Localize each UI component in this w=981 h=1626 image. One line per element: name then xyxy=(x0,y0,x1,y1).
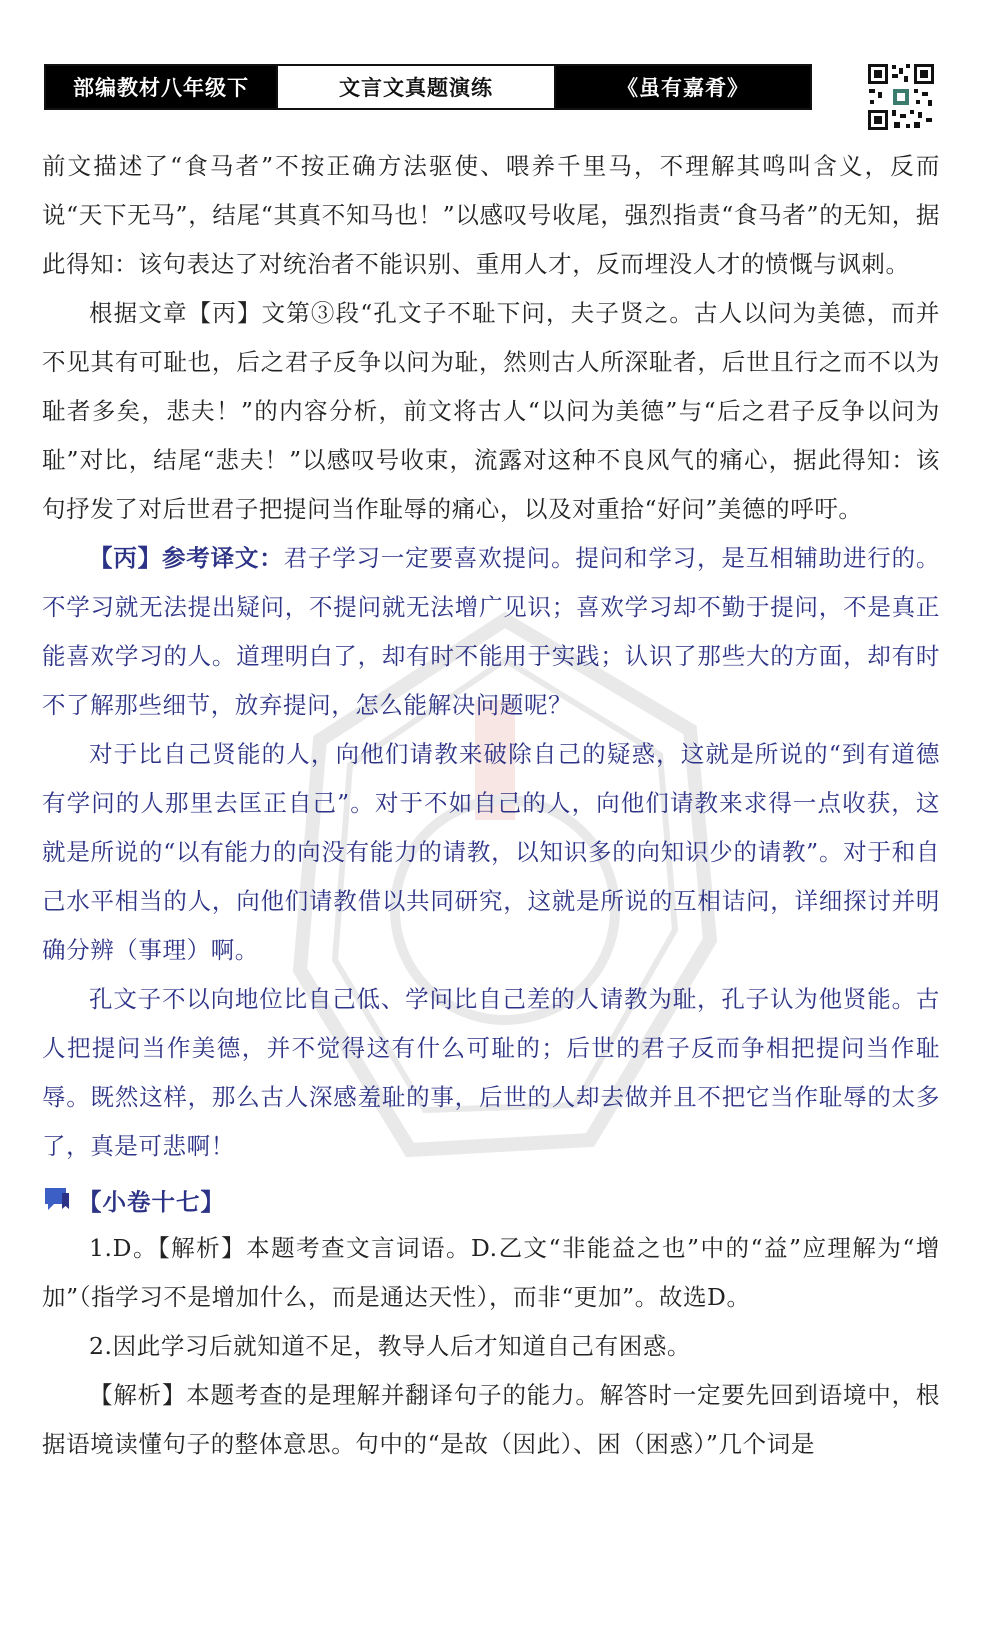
answer-2: 2.因此学习后就知道不足，教导人后才知道自己有困惑。 xyxy=(89,1332,692,1360)
section-heading xyxy=(42,1175,940,1224)
header-lesson: 《虽有嘉肴》 xyxy=(556,66,810,108)
translation-paragraph-2: 对于比自己贤能的人，向他们请教来破除自己的疑惑，这就是所说的“到有道德有学问的人那里去匡正自己”。对于不如自己的人，向他们请教来求得一点收获，这就是所说的“以有能力的向没有能力的请教，以知识多的向知识少的请教”。对于和自己水平相当的人，向他们请教借以共同研究，这就是所说的互相诘问，详细探讨并明确分辨（事理）啊。 xyxy=(42,740,940,964)
header-bar xyxy=(44,64,812,110)
answer-1: 1.D。【解析】本题考查文言词语。D.乙文“非能益之也”中的“益”应理解为“增加”（指学习不是增加什么，而是通达天性），而非“更加”。故选D。 xyxy=(42,1234,940,1311)
translation-text-1: 君子学习一定要喜欢提问。提问和学习，是互相辅助进行的。不学习就无法提出疑问，不提问就无法增广见识；喜欢学习却不勤于提问，不是真正能喜欢学习的人。道理明白了，却有时不能用于实践；认识了那些大的方面，却有时不了解那些细节，放弃提问，怎么能解决问题呢？ xyxy=(42,544,940,719)
translation-heading: 【丙】参考译文： xyxy=(89,544,284,572)
analysis-paragraph-1: 前文描述了“食马者”不按正确方法驱使、喂养千里马，不理解其鸣叫含义，反而说“天下无马”，结尾“其真不知马也！”以感叹号收尾，强烈指责“食马者”的无知，据此得知：该句表达了对统治者不能识别、重用人才，反而埋没人才的愤慨与讽刺。 xyxy=(42,152,940,278)
page-content xyxy=(42,142,940,1469)
translation-paragraph-3: 孔文子不以向地位比自己低、学问比自己差的人请教为耻，孔子认为他贤能。古人把提问当作美德，并不觉得这有什么可耻的；后世的君子反而争相把提问当作耻辱。既然这样，那么古人深感羞耻的事，后世的人却去做并且不把它当作耻辱的太多了，真是可悲啊！ xyxy=(42,985,940,1160)
section-title: 【小卷十七】 xyxy=(78,1187,225,1216)
answer-3: 【解析】本题考查的是理解并翻译句子的能力。解答时一定要先回到语境中，根据语境读懂句子的整体意思。句中的“是故（因此）、困（困惑）”几个词是 xyxy=(42,1381,940,1458)
header-title: 文言文真题演练 xyxy=(276,66,556,108)
qr-code-icon[interactable] xyxy=(866,62,936,132)
header-grade: 部编教材八年级下 xyxy=(46,66,276,108)
analysis-paragraph-2: 根据文章【丙】文第③段“孔文子不耻下问，夫子贤之。古人以问为美德，而并不见其有可耻也，后之君子反争以问为耻，然则古人所深耻者，后世且行之而不以为耻者多矣，悲夫！”的内容分析，前文将古人“以问为美德”与“后之君子反争以问为耻”对比，结尾“悲夫！”以感叹号收束，流露对这种不良风气的痛心，据此得知：该句抒发了对后世君子把提问当作耻辱的痛心，以及对重拾“好问”美德的呼吁。 xyxy=(42,299,940,523)
bookmark-chat-icon xyxy=(42,1185,72,1215)
translation-paragraph-1 xyxy=(42,534,940,730)
